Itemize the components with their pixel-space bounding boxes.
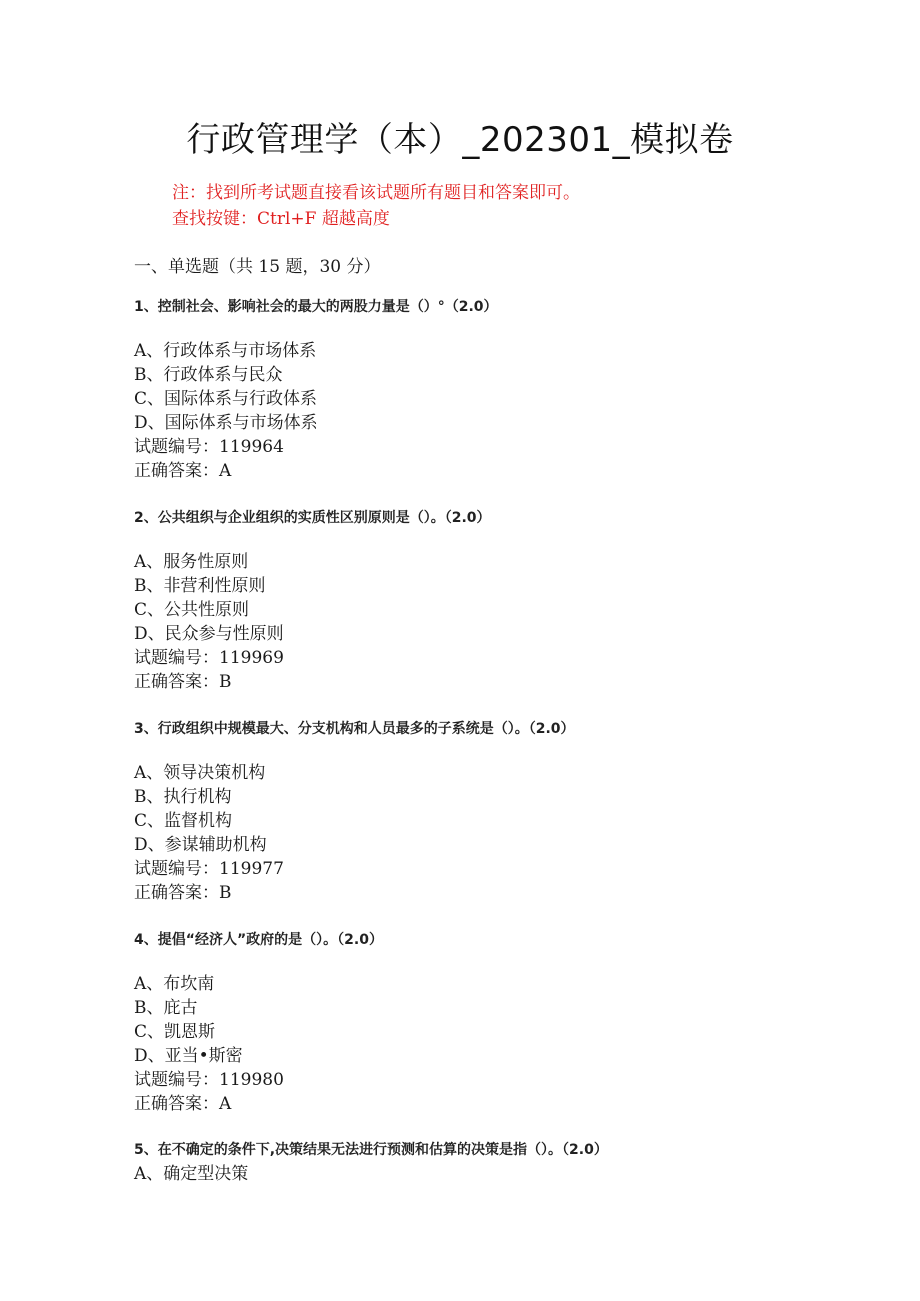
question-2 (134, 506, 491, 694)
question-stem: 4、提倡“经济人”政府的是（）。（2.0） (134, 932, 383, 948)
question-5 (134, 1138, 608, 1186)
correct-answer: 正确答案：A (134, 1094, 232, 1114)
option-b: B、行政体系与民众 (134, 365, 283, 385)
option-d: D、国际体系与市场体系 (134, 413, 318, 433)
section-heading: 一、单选题（共 15 题，30 分） (134, 257, 381, 277)
note-line-1: 注：找到所考试题直接看该试题所有题目和答案即可。 (172, 183, 580, 203)
option-b: B、执行机构 (134, 787, 232, 807)
option-a: A、行政体系与市场体系 (134, 341, 317, 361)
question-id: 试题编号：119980 (134, 1070, 284, 1090)
question-stem: 2、公共组织与企业组织的实质性区别原则是（）。（2.0） (134, 510, 491, 526)
option-a: A、确定型决策 (134, 1164, 249, 1184)
question-4 (134, 928, 383, 1116)
question-1 (134, 295, 498, 483)
question-stem: 3、行政组织中规模最大、分支机构和人员最多的子系统是（）。（2.0） (134, 721, 575, 737)
question-id: 试题编号：119977 (134, 859, 284, 879)
option-c: C、凯恩斯 (134, 1022, 216, 1042)
correct-answer: 正确答案：B (134, 883, 232, 903)
option-b: B、庇古 (134, 998, 198, 1018)
document-title: 行政管理学（本）_202301_模拟卷 (186, 120, 734, 160)
question-id: 试题编号：119969 (134, 648, 284, 668)
option-d: D、参谋辅助机构 (134, 835, 267, 855)
question-3 (134, 717, 575, 905)
option-d: D、民众参与性原则 (134, 624, 284, 644)
option-b: B、非营利性原则 (134, 576, 266, 596)
option-a: A、布坎南 (134, 974, 215, 994)
question-stem: 5、在不确定的条件下,决策结果无法进行预测和估算的决策是指（）。（2.0） (134, 1142, 608, 1158)
correct-answer: 正确答案：A (134, 461, 232, 481)
option-c: C、国际体系与行政体系 (134, 389, 318, 409)
note-line-2: 查找按键：Ctrl+F 超越高度 (172, 209, 390, 229)
question-id: 试题编号：119964 (134, 437, 284, 457)
option-c: C、公共性原则 (134, 600, 250, 620)
option-a: A、服务性原则 (134, 552, 249, 572)
option-a: A、领导决策机构 (134, 763, 266, 783)
option-d: D、亚当•斯密 (134, 1046, 243, 1066)
correct-answer: 正确答案：B (134, 672, 232, 692)
option-c: C、监督机构 (134, 811, 233, 831)
question-stem: 1、控制社会、影响社会的最大的两股力量是（）°（2.0） (134, 299, 498, 315)
